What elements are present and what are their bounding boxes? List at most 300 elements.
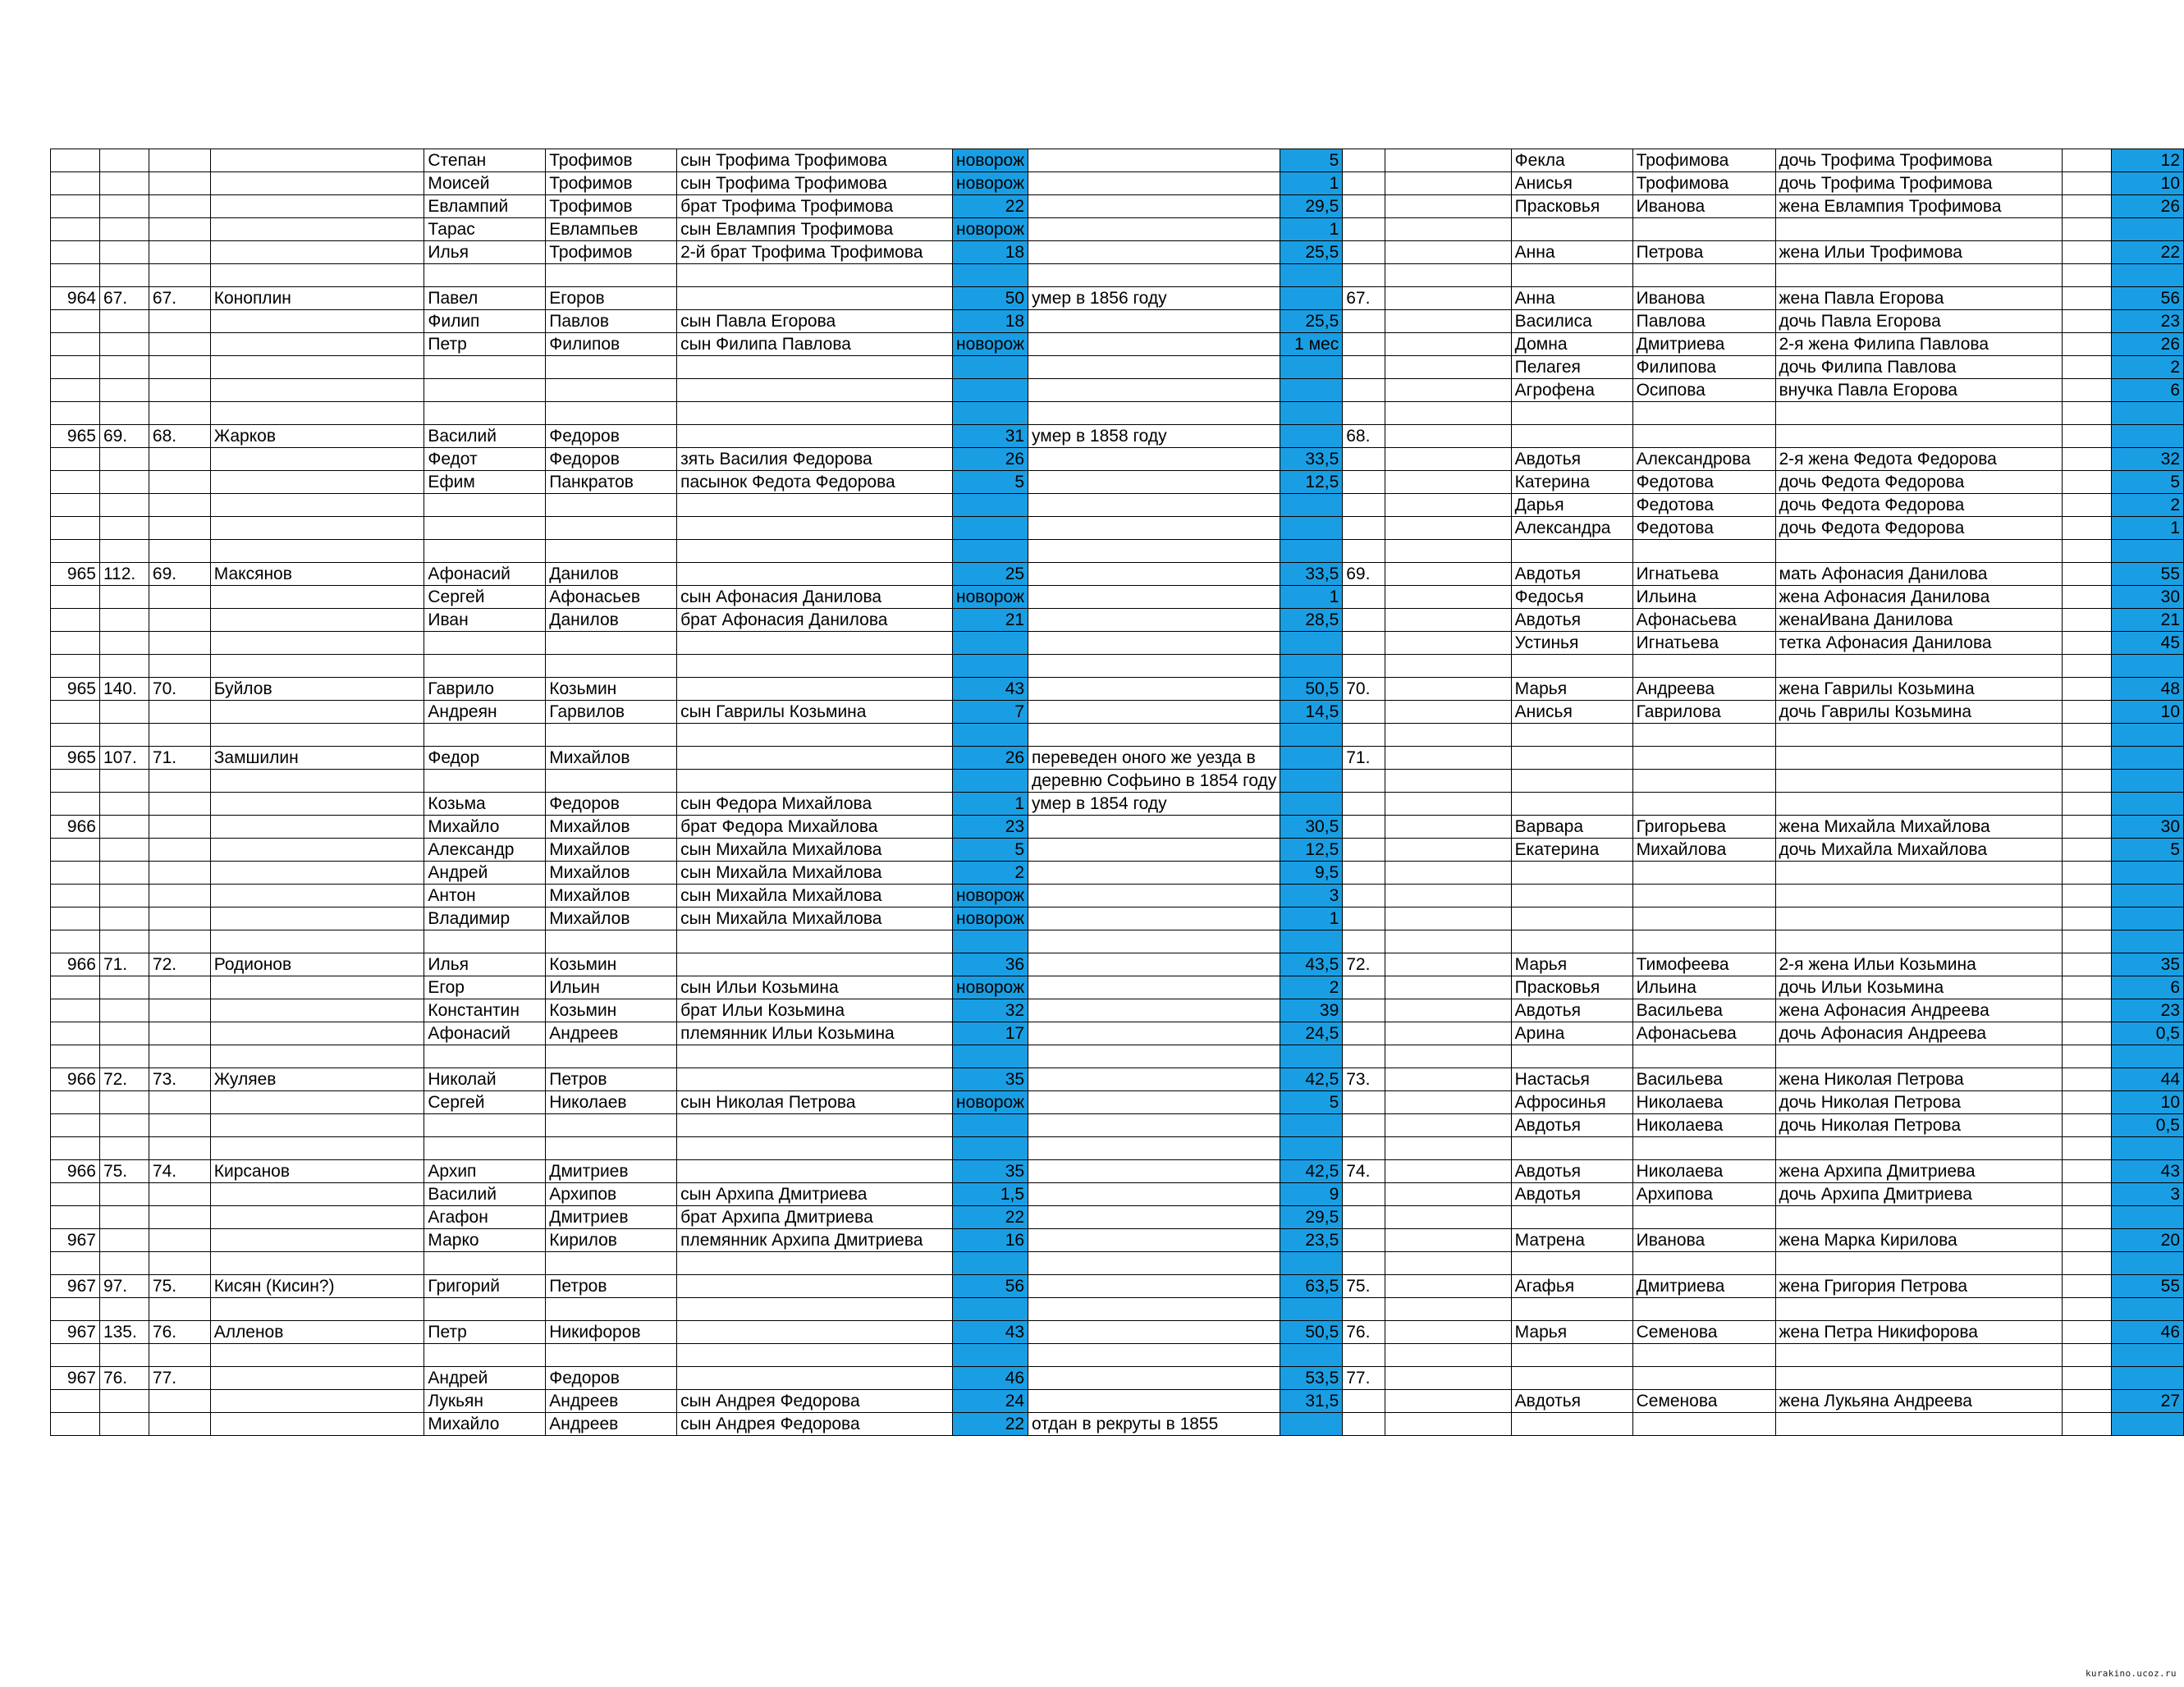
cell-male-note <box>1028 1206 1280 1229</box>
cell-female-first-name: Агрофена <box>1511 379 1632 402</box>
cell-surname <box>210 885 424 908</box>
cell-female-family-number <box>1343 999 1385 1022</box>
cell-female-blank <box>1385 241 1511 264</box>
cell-old-number <box>99 264 149 287</box>
cell-male-patronymic: Федоров <box>546 793 677 816</box>
cell-female-age-now <box>2112 425 2184 448</box>
cell-male-relation: племянник Архипа Дмитриева <box>677 1229 953 1252</box>
cell-female-relation: дочь Ильи Козьмина <box>1775 976 2063 999</box>
cell-female-blank-2 <box>2063 1068 2112 1091</box>
cell-male-patronymic: Козьмин <box>546 999 677 1022</box>
cell-house-number: 964 <box>51 287 100 310</box>
cell-female-blank <box>1385 402 1511 425</box>
cell-male-first-name: Григорий <box>424 1275 546 1298</box>
cell-male-relation <box>677 724 953 747</box>
table-row <box>51 885 2184 908</box>
cell-surname <box>210 999 424 1022</box>
cell-female-family-number <box>1343 976 1385 999</box>
cell-female-first-name <box>1511 1137 1632 1160</box>
table-row <box>51 747 2184 770</box>
cell-old-number <box>99 1022 149 1045</box>
cell-female-family-number <box>1343 586 1385 609</box>
cell-female-relation: дочь Трофима Трофимова <box>1775 172 2063 195</box>
cell-male-relation: брат Афонасия Данилова <box>677 609 953 632</box>
table-row <box>51 770 2184 793</box>
cell-family-number <box>149 494 210 517</box>
cell-old-number <box>99 724 149 747</box>
cell-family-number <box>149 816 210 839</box>
cell-old-number <box>99 517 149 540</box>
cell-female-patronymic <box>1632 1367 1775 1390</box>
cell-female-blank-2 <box>2063 632 2112 655</box>
cell-male-patronymic <box>546 402 677 425</box>
cell-female-first-name: Варвара <box>1511 816 1632 839</box>
cell-male-relation: сын Ильи Козьмина <box>677 976 953 999</box>
cell-female-blank-2 <box>2063 1206 2112 1229</box>
cell-female-first-name: Устинья <box>1511 632 1632 655</box>
cell-family-number <box>149 1183 210 1206</box>
cell-female-blank <box>1385 1298 1511 1321</box>
cell-male-note <box>1028 1022 1280 1045</box>
table-row <box>51 379 2184 402</box>
cell-female-first-name: Марья <box>1511 953 1632 976</box>
cell-female-blank <box>1385 1091 1511 1114</box>
cell-family-number: 69. <box>149 563 210 586</box>
cell-male-patronymic: Михайлов <box>546 816 677 839</box>
cell-female-blank-2 <box>2063 218 2112 241</box>
cell-female-patronymic: Филипова <box>1632 356 1775 379</box>
cell-female-age-now <box>2112 793 2184 816</box>
cell-female-age-now: 2 <box>2112 356 2184 379</box>
cell-female-blank <box>1385 172 1511 195</box>
cell-female-first-name: Авдотья <box>1511 448 1632 471</box>
table-row <box>51 310 2184 333</box>
cell-female-blank-2 <box>2063 287 2112 310</box>
cell-female-patronymic: Осипова <box>1632 379 1775 402</box>
cell-male-patronymic: Гарвилов <box>546 701 677 724</box>
cell-female-blank-2 <box>2063 1091 2112 1114</box>
cell-female-blank <box>1385 930 1511 953</box>
cell-surname <box>210 195 424 218</box>
cell-old-number <box>99 333 149 356</box>
cell-female-relation: тетка Афонасия Данилова <box>1775 632 2063 655</box>
cell-male-patronymic <box>546 930 677 953</box>
cell-house-number <box>51 930 100 953</box>
cell-old-number: 76. <box>99 1367 149 1390</box>
cell-house-number <box>51 793 100 816</box>
cell-male-note <box>1028 333 1280 356</box>
cell-female-blank-2 <box>2063 586 2112 609</box>
cell-male-patronymic: Никифоров <box>546 1321 677 1344</box>
cell-house-number <box>51 517 100 540</box>
cell-family-number <box>149 862 210 885</box>
cell-male-first-name: Михайло <box>424 816 546 839</box>
cell-male-age-now <box>1280 1137 1343 1160</box>
cell-male-patronymic: Павлов <box>546 310 677 333</box>
cell-male-age-now <box>1280 402 1343 425</box>
cell-female-first-name: Пелагея <box>1511 356 1632 379</box>
table-row <box>51 1068 2184 1091</box>
cell-female-blank <box>1385 1045 1511 1068</box>
cell-female-first-name <box>1511 540 1632 563</box>
cell-male-note: умер в 1856 году <box>1028 287 1280 310</box>
table-row <box>51 1367 2184 1390</box>
cell-female-blank <box>1385 1114 1511 1137</box>
cell-female-blank-2 <box>2063 448 2112 471</box>
cell-male-first-name <box>424 540 546 563</box>
cell-male-note <box>1028 356 1280 379</box>
cell-male-patronymic: Федоров <box>546 448 677 471</box>
cell-male-first-name <box>424 655 546 678</box>
cell-female-patronymic: Николаева <box>1632 1091 1775 1114</box>
cell-house-number <box>51 1091 100 1114</box>
table-row <box>51 195 2184 218</box>
cell-male-first-name: Андреян <box>424 701 546 724</box>
cell-female-family-number <box>1343 724 1385 747</box>
cell-female-blank-2 <box>2063 724 2112 747</box>
cell-male-age-1850: 46 <box>953 1367 1028 1390</box>
cell-male-age-now: 1 <box>1280 218 1343 241</box>
cell-female-blank <box>1385 747 1511 770</box>
table-row <box>51 172 2184 195</box>
cell-male-note <box>1028 976 1280 999</box>
cell-male-relation <box>677 264 953 287</box>
cell-male-age-now: 12,5 <box>1280 471 1343 494</box>
cell-family-number <box>149 517 210 540</box>
cell-female-blank-2 <box>2063 494 2112 517</box>
cell-family-number <box>149 839 210 862</box>
cell-male-patronymic <box>546 770 677 793</box>
cell-old-number <box>99 1229 149 1252</box>
cell-male-first-name: Моисей <box>424 172 546 195</box>
cell-male-patronymic: Егоров <box>546 287 677 310</box>
cell-house-number <box>51 655 100 678</box>
cell-house-number: 965 <box>51 563 100 586</box>
cell-female-blank <box>1385 1229 1511 1252</box>
cell-male-age-now: 33,5 <box>1280 448 1343 471</box>
cell-surname <box>210 1183 424 1206</box>
cell-female-patronymic: Иванова <box>1632 1229 1775 1252</box>
cell-male-first-name: Андрей <box>424 862 546 885</box>
cell-female-blank-2 <box>2063 517 2112 540</box>
cell-male-patronymic: Михайлов <box>546 885 677 908</box>
cell-male-first-name <box>424 402 546 425</box>
cell-family-number <box>149 448 210 471</box>
cell-male-relation <box>677 747 953 770</box>
cell-female-family-number <box>1343 402 1385 425</box>
cell-male-note <box>1028 678 1280 701</box>
cell-male-relation <box>677 1275 953 1298</box>
cell-male-first-name <box>424 1344 546 1367</box>
cell-female-family-number <box>1343 885 1385 908</box>
cell-surname <box>210 930 424 953</box>
cell-old-number <box>99 1390 149 1413</box>
cell-female-first-name: Афросинья <box>1511 1091 1632 1114</box>
cell-female-blank-2 <box>2063 1160 2112 1183</box>
cell-male-note <box>1028 1367 1280 1390</box>
cell-male-age-now: 30,5 <box>1280 816 1343 839</box>
cell-female-patronymic: Иванова <box>1632 195 1775 218</box>
cell-male-first-name: Константин <box>424 999 546 1022</box>
cell-male-relation <box>677 287 953 310</box>
table-row <box>51 609 2184 632</box>
cell-male-age-1850 <box>953 1252 1028 1275</box>
cell-surname <box>210 770 424 793</box>
cell-male-note <box>1028 448 1280 471</box>
cell-female-blank <box>1385 218 1511 241</box>
table-row <box>51 471 2184 494</box>
cell-female-blank-2 <box>2063 701 2112 724</box>
cell-female-patronymic <box>1632 1413 1775 1436</box>
table-row <box>51 1183 2184 1206</box>
cell-female-blank-2 <box>2063 1252 2112 1275</box>
cell-surname <box>210 586 424 609</box>
cell-female-blank-2 <box>2063 816 2112 839</box>
cell-female-relation: дочь Федота Федорова <box>1775 471 2063 494</box>
cell-female-family-number <box>1343 816 1385 839</box>
cell-male-age-now: 1 <box>1280 586 1343 609</box>
cell-female-blank-2 <box>2063 747 2112 770</box>
cell-female-relation <box>1775 1206 2063 1229</box>
cell-old-number <box>99 862 149 885</box>
cell-male-first-name: Федот <box>424 448 546 471</box>
cell-surname: Максянов <box>210 563 424 586</box>
cell-male-age-now <box>1280 425 1343 448</box>
cell-family-number <box>149 1206 210 1229</box>
cell-female-relation: жена Евлампия Трофимова <box>1775 195 2063 218</box>
cell-female-age-now: 2 <box>2112 494 2184 517</box>
cell-female-patronymic: Федотова <box>1632 517 1775 540</box>
cell-male-age-now: 1 <box>1280 908 1343 930</box>
cell-female-age-now: 3 <box>2112 1183 2184 1206</box>
cell-house-number <box>51 999 100 1022</box>
cell-male-first-name <box>424 1252 546 1275</box>
cell-female-blank-2 <box>2063 1298 2112 1321</box>
cell-house-number <box>51 195 100 218</box>
cell-male-patronymic: Трофимов <box>546 241 677 264</box>
cell-house-number <box>51 1252 100 1275</box>
cell-male-note <box>1028 1045 1280 1068</box>
cell-male-first-name: Тарас <box>424 218 546 241</box>
cell-female-age-now: 56 <box>2112 287 2184 310</box>
cell-male-patronymic: Михайлов <box>546 908 677 930</box>
cell-male-patronymic: Петров <box>546 1275 677 1298</box>
cell-male-age-1850: 43 <box>953 678 1028 701</box>
cell-male-patronymic: Андреев <box>546 1413 677 1436</box>
cell-surname <box>210 1022 424 1045</box>
cell-female-relation: жена Марка Кирилова <box>1775 1229 2063 1252</box>
cell-male-first-name <box>424 494 546 517</box>
cell-family-number <box>149 930 210 953</box>
table-row <box>51 1321 2184 1344</box>
cell-male-first-name <box>424 724 546 747</box>
cell-family-number <box>149 402 210 425</box>
cell-family-number <box>149 195 210 218</box>
cell-male-patronymic: Михайлов <box>546 839 677 862</box>
cell-family-number <box>149 1229 210 1252</box>
cell-male-patronymic: Панкратов <box>546 471 677 494</box>
cell-male-age-1850: 17 <box>953 1022 1028 1045</box>
cell-surname <box>210 333 424 356</box>
cell-male-first-name: Федор <box>424 747 546 770</box>
cell-old-number <box>99 839 149 862</box>
cell-female-age-now: 22 <box>2112 241 2184 264</box>
cell-female-blank <box>1385 1321 1511 1344</box>
cell-female-first-name: Екатерина <box>1511 839 1632 862</box>
cell-old-number <box>99 1091 149 1114</box>
cell-female-patronymic: Дмитриева <box>1632 333 1775 356</box>
cell-house-number <box>51 908 100 930</box>
cell-female-blank-2 <box>2063 172 2112 195</box>
cell-female-blank-2 <box>2063 1045 2112 1068</box>
cell-female-blank-2 <box>2063 1367 2112 1390</box>
table-row <box>51 793 2184 816</box>
cell-male-patronymic: Кирилов <box>546 1229 677 1252</box>
cell-female-blank <box>1385 494 1511 517</box>
cell-female-patronymic <box>1632 862 1775 885</box>
cell-female-age-now: 46 <box>2112 1321 2184 1344</box>
cell-male-first-name <box>424 930 546 953</box>
cell-female-blank-2 <box>2063 1114 2112 1137</box>
cell-male-first-name: Афонасий <box>424 1022 546 1045</box>
cell-male-first-name: Козьма <box>424 793 546 816</box>
cell-male-relation <box>677 356 953 379</box>
cell-house-number: 966 <box>51 816 100 839</box>
cell-female-family-number: 73. <box>1343 1068 1385 1091</box>
cell-male-patronymic: Андреев <box>546 1390 677 1413</box>
cell-female-relation <box>1775 1413 2063 1436</box>
cell-male-age-1850: новорож <box>953 149 1028 172</box>
cell-female-family-number: 71. <box>1343 747 1385 770</box>
cell-female-relation: дочь Николая Петрова <box>1775 1114 2063 1137</box>
cell-female-patronymic: Афонасьева <box>1632 609 1775 632</box>
table-row <box>51 425 2184 448</box>
cell-male-relation <box>677 1344 953 1367</box>
cell-male-patronymic <box>546 264 677 287</box>
cell-male-first-name: Агафон <box>424 1206 546 1229</box>
cell-female-patronymic <box>1632 908 1775 930</box>
cell-male-relation: сын Андрея Федорова <box>677 1390 953 1413</box>
cell-female-family-number <box>1343 1091 1385 1114</box>
cell-house-number: 967 <box>51 1367 100 1390</box>
cell-male-patronymic <box>546 1344 677 1367</box>
cell-female-blank-2 <box>2063 1137 2112 1160</box>
cell-old-number <box>99 1183 149 1206</box>
cell-male-relation: сын Андрея Федорова <box>677 1413 953 1436</box>
cell-female-patronymic: Архипова <box>1632 1183 1775 1206</box>
cell-family-number <box>149 264 210 287</box>
cell-male-age-1850: 1 <box>953 793 1028 816</box>
cell-male-first-name: Николай <box>424 1068 546 1091</box>
cell-house-number <box>51 218 100 241</box>
cell-female-blank-2 <box>2063 953 2112 976</box>
cell-female-patronymic <box>1632 402 1775 425</box>
cell-female-blank <box>1385 356 1511 379</box>
cell-female-patronymic: Игнатьева <box>1632 632 1775 655</box>
cell-old-number <box>99 1206 149 1229</box>
cell-female-family-number <box>1343 701 1385 724</box>
cell-female-blank <box>1385 678 1511 701</box>
cell-male-first-name: Сергей <box>424 1091 546 1114</box>
cell-female-blank <box>1385 724 1511 747</box>
cell-old-number: 72. <box>99 1068 149 1091</box>
cell-male-age-1850: 18 <box>953 310 1028 333</box>
cell-female-blank <box>1385 379 1511 402</box>
cell-male-first-name <box>424 517 546 540</box>
cell-female-relation <box>1775 218 2063 241</box>
cell-female-age-now: 5 <box>2112 839 2184 862</box>
cell-old-number <box>99 218 149 241</box>
cell-male-first-name: Илья <box>424 953 546 976</box>
cell-family-number <box>149 586 210 609</box>
cell-surname <box>210 1114 424 1137</box>
cell-surname <box>210 218 424 241</box>
cell-female-first-name: Марья <box>1511 678 1632 701</box>
cell-female-relation <box>1775 724 2063 747</box>
cell-female-patronymic <box>1632 724 1775 747</box>
cell-female-family-number <box>1343 517 1385 540</box>
table-row <box>51 149 2184 172</box>
cell-male-relation: племянник Ильи Козьмина <box>677 1022 953 1045</box>
cell-male-note: переведен оного же уезда в <box>1028 747 1280 770</box>
cell-female-age-now <box>2112 1137 2184 1160</box>
cell-female-age-now <box>2112 218 2184 241</box>
cell-female-blank-2 <box>2063 195 2112 218</box>
cell-female-patronymic <box>1632 218 1775 241</box>
cell-house-number <box>51 333 100 356</box>
cell-male-patronymic <box>546 1252 677 1275</box>
cell-female-blank <box>1385 839 1511 862</box>
cell-surname <box>210 264 424 287</box>
cell-female-blank-2 <box>2063 885 2112 908</box>
cell-female-relation <box>1775 885 2063 908</box>
cell-male-first-name <box>424 770 546 793</box>
cell-male-relation <box>677 655 953 678</box>
cell-house-number <box>51 1183 100 1206</box>
cell-male-age-1850 <box>953 1114 1028 1137</box>
cell-female-first-name <box>1511 1367 1632 1390</box>
cell-female-family-number: 75. <box>1343 1275 1385 1298</box>
cell-male-age-1850: 25 <box>953 563 1028 586</box>
cell-male-patronymic: Дмитриев <box>546 1206 677 1229</box>
cell-female-age-now <box>2112 1045 2184 1068</box>
cell-surname <box>210 976 424 999</box>
cell-old-number <box>99 632 149 655</box>
cell-male-note <box>1028 310 1280 333</box>
cell-female-first-name: Катерина <box>1511 471 1632 494</box>
cell-female-relation: жена Ильи Трофимова <box>1775 241 2063 264</box>
cell-female-relation <box>1775 908 2063 930</box>
cell-female-age-now <box>2112 885 2184 908</box>
cell-house-number <box>51 724 100 747</box>
cell-female-blank <box>1385 540 1511 563</box>
cell-male-note <box>1028 1137 1280 1160</box>
cell-old-number <box>99 195 149 218</box>
table-row <box>51 586 2184 609</box>
cell-family-number <box>149 540 210 563</box>
cell-house-number <box>51 494 100 517</box>
cell-female-relation: мать Афонасия Данилова <box>1775 563 2063 586</box>
cell-male-first-name <box>424 1137 546 1160</box>
cell-surname <box>210 908 424 930</box>
cell-female-family-number: 68. <box>1343 425 1385 448</box>
cell-male-age-now: 39 <box>1280 999 1343 1022</box>
cell-male-relation: сын Михайла Михайлова <box>677 862 953 885</box>
cell-female-blank <box>1385 1160 1511 1183</box>
cell-surname <box>210 1367 424 1390</box>
cell-male-note <box>1028 264 1280 287</box>
cell-female-family-number: 67. <box>1343 287 1385 310</box>
